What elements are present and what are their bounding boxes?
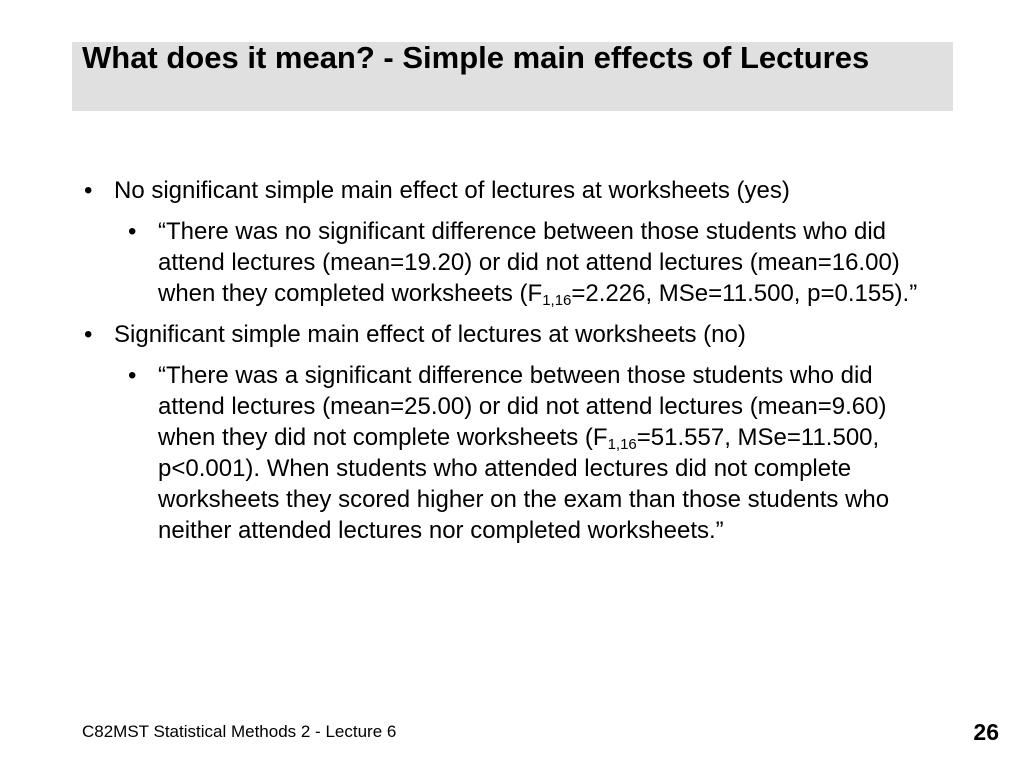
bullet-item xyxy=(84,175,964,206)
degrees-of-freedom-subscript: 1,16 xyxy=(542,292,572,309)
quote-text-end: =51.557, MSe=11.500, p<0.001). When students who attended lectures did not complete worksheets they scored higher on the exam than those students who neither attended lectures nor completed worksheets.” xyxy=(158,424,890,544)
sub-bullet-item xyxy=(128,360,944,546)
sub-bullet-text xyxy=(158,216,944,309)
sub-bullet-marker: • xyxy=(128,362,137,389)
slide-content xyxy=(84,175,964,556)
footer-text: C82MST Statistical Methods 2 - Lecture 6 xyxy=(82,722,397,741)
bullet-text: No significant simple main effect of lectures at worksheets (yes) xyxy=(114,177,790,204)
bullet-marker: • xyxy=(84,321,93,348)
quote-text-start: “There was no significant difference between those students who did attend lectures (mean=19.20) or did not attend lectures (mean=16.00) when they completed worksheets (F xyxy=(158,218,900,307)
sub-bullet-marker: • xyxy=(128,218,137,245)
sub-bullet-text xyxy=(158,360,944,546)
quote-text-end: =2.226, MSe=11.500, p=0.155).” xyxy=(571,280,918,307)
bullet-text: Significant simple main effect of lectures at worksheets (no) xyxy=(114,321,746,348)
slide-title: What does it mean? - Simple main effects of Lectures xyxy=(82,40,870,75)
degrees-of-freedom-subscript: 1,16 xyxy=(607,436,637,453)
page-number: 26 xyxy=(973,719,999,745)
bullet-marker: • xyxy=(84,177,93,204)
bullet-item xyxy=(84,319,964,350)
quote-text-start: “There was a significant difference between those students who did attend lectures (mean=25.00) or did not attend lectures (mean=9.60) when they did not complete worksheets (F xyxy=(158,362,887,451)
sub-bullet-item xyxy=(128,216,944,309)
